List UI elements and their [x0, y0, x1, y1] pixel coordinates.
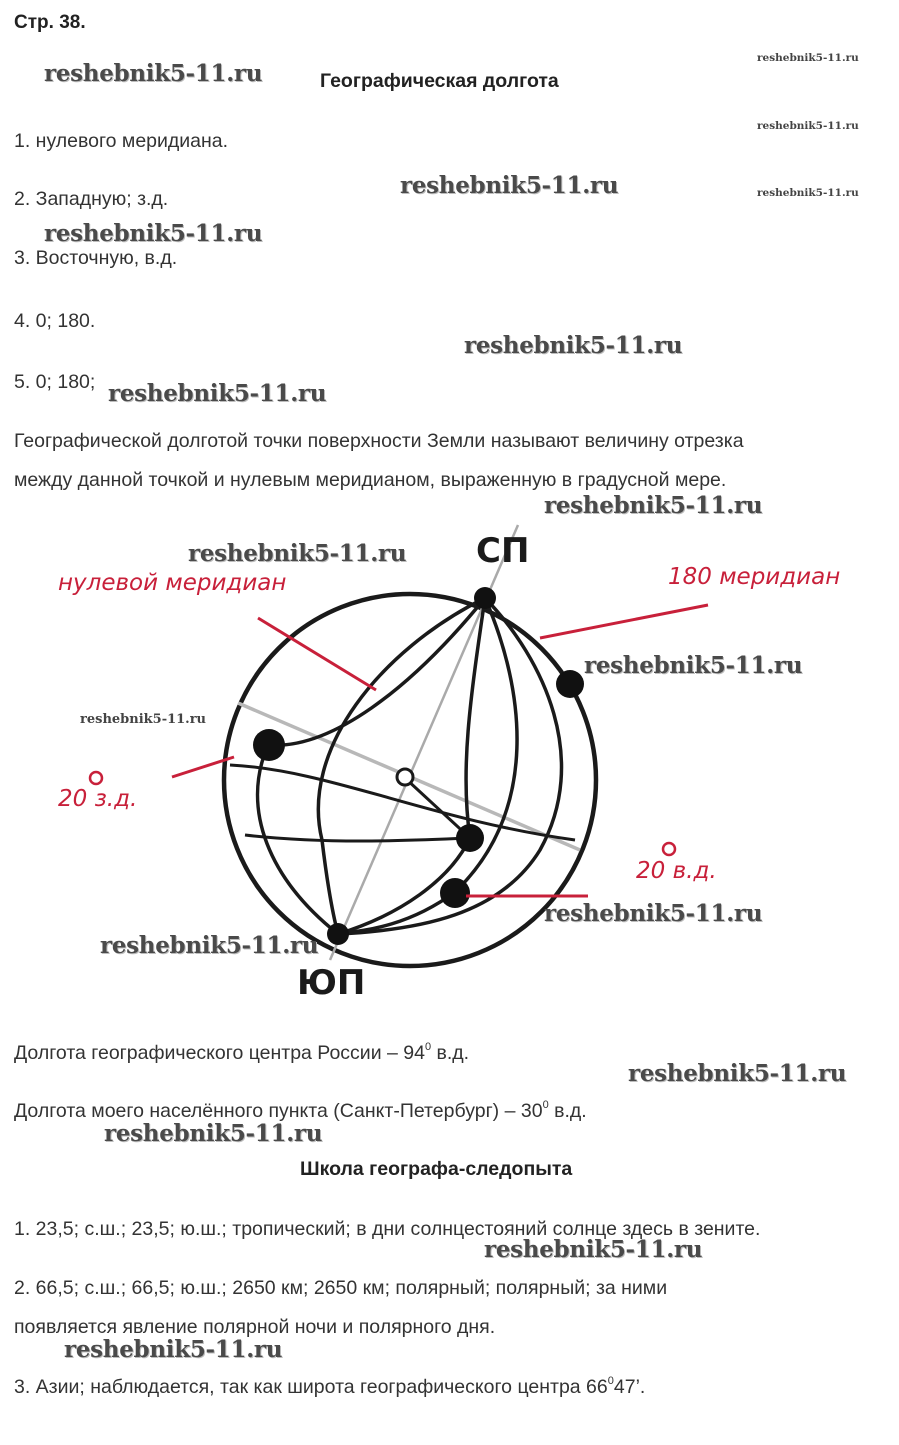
- answer-4: 4. 0; 180.: [14, 310, 96, 332]
- zero-meridian-label: нулевой меридиан: [58, 570, 287, 596]
- point-20-east: [440, 878, 470, 908]
- watermark: reshebnik5-11.ru: [64, 1336, 283, 1363]
- hometown-longitude: Долгота моего населённого пункта (Санкт-Петербург) – $30^0$ в.д.: [14, 1099, 587, 1122]
- watermark: reshebnik5-11.ru: [44, 60, 263, 87]
- definition-line-1: Географической долготой точки поверхности Земли называют величину отрезка: [14, 430, 744, 452]
- watermark: reshebnik5-11.ru: [80, 712, 207, 727]
- watermark: reshebnik5-11.ru: [464, 332, 683, 359]
- watermark: reshebnik5-11.ru: [544, 492, 763, 519]
- point-180-meridian: [556, 670, 584, 698]
- meridian-east-inner: [338, 598, 517, 934]
- west-20-label: 20 з.д.: [58, 786, 138, 812]
- globe-center-point: [397, 769, 413, 785]
- school-answer-1: 1. 23,5; с.ш.; 23,5; ю.ш.; тропический; в дни солнцестояний солнце здесь в зените.: [14, 1218, 761, 1240]
- north-pole-label: СП: [476, 531, 530, 571]
- page-reference: Стр. 38.: [14, 12, 86, 33]
- meridian-180-label: 180 меридиан: [668, 564, 841, 590]
- school-answer-2-line-1: 2. 66,5; с.ш.; 66,5; ю.ш.; 2650 км; 2650 км; полярный; полярный; за ними: [14, 1277, 668, 1299]
- answer-2: 2. Западную; з.д.: [14, 188, 169, 210]
- watermark: reshebnik5-11.ru: [484, 1236, 703, 1263]
- section-title-school: Школа географа-следопыта: [300, 1158, 573, 1180]
- answer-3: 3. Восточную, в.д.: [14, 247, 178, 269]
- watermark: reshebnik5-11.ru: [188, 540, 407, 567]
- watermark: reshebnik5-11.ru: [104, 1120, 323, 1147]
- east-20-label: 20 в.д.: [636, 858, 717, 884]
- russia-center-longitude: Долгота географического центра России – $94^0$ в.д.: [14, 1041, 470, 1064]
- watermark: reshebnik5-11.ru: [100, 932, 319, 959]
- south-pole-label: ЮП: [297, 963, 366, 1003]
- definition-line-2: между данной точкой и нулевым меридианом, выраженную в градусной мере.: [14, 469, 727, 491]
- point-on-equator: [456, 824, 484, 852]
- south-pole-point: [327, 923, 349, 945]
- watermark: reshebnik5-11.ru: [400, 172, 619, 199]
- west-degree-circle: [90, 772, 102, 784]
- watermark: reshebnik5-11.ru: [757, 52, 859, 64]
- watermark: reshebnik5-11.ru: [757, 187, 859, 199]
- answer-1: 1. нулевого меридиана.: [14, 130, 229, 152]
- north-pole-point: [474, 587, 496, 609]
- watermark: reshebnik5-11.ru: [544, 900, 763, 927]
- watermark: reshebnik5-11.ru: [44, 220, 263, 247]
- parallel-lower: [245, 835, 470, 841]
- watermark: reshebnik5-11.ru: [628, 1060, 847, 1087]
- point-20-west: [253, 729, 285, 761]
- meridian-180-pointer: [540, 605, 708, 638]
- answer-5: 5. 0; 180;: [14, 371, 96, 393]
- school-answer-3: 3. Азии; наблюдается, так как широта географического центра $66^047$’.: [14, 1375, 646, 1398]
- watermark: reshebnik5-11.ru: [108, 380, 327, 407]
- east-degree-circle: [663, 843, 675, 855]
- school-answer-2-line-2: появляется явление полярной ночи и полярного дня.: [14, 1316, 496, 1338]
- section-title-longitude: Географическая долгота: [320, 70, 559, 92]
- watermark: reshebnik5-11.ru: [584, 652, 803, 679]
- watermark: reshebnik5-11.ru: [757, 120, 859, 132]
